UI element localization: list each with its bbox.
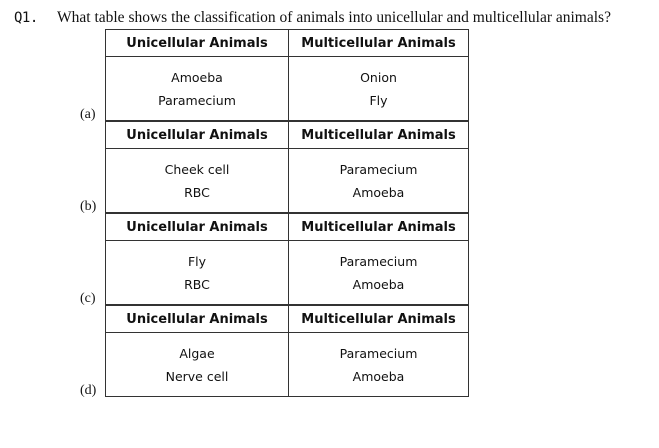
question-text: What table shows the classification of animals into unicellular and multicellular animals? bbox=[57, 9, 611, 26]
table-item: Fly bbox=[187, 253, 207, 269]
multicellular-cell bbox=[289, 149, 468, 212]
table-item: Algae bbox=[179, 345, 215, 361]
table-item: Amoeba bbox=[352, 276, 405, 292]
option-a-label[interactable]: (a) bbox=[80, 107, 96, 122]
table-item: Cheek cell bbox=[164, 161, 230, 177]
option-b-label[interactable]: (b) bbox=[80, 199, 97, 214]
header-unicellular: Unicellular Animals bbox=[106, 30, 289, 56]
header-multicellular: Multicellular Animals bbox=[301, 219, 456, 235]
table-item: Paramecium bbox=[339, 253, 418, 269]
table-item: Fly bbox=[369, 92, 388, 108]
multicellular-cell bbox=[289, 333, 468, 396]
table-item: RBC bbox=[184, 184, 210, 200]
table-item: Amoeba bbox=[352, 368, 405, 384]
table-item: Amoeba bbox=[171, 69, 223, 85]
unicellular-cell bbox=[106, 149, 289, 212]
unicellular-cell bbox=[106, 241, 289, 304]
table-item: RBC bbox=[184, 276, 210, 292]
option-b-table bbox=[105, 121, 469, 213]
header-unicellular: Unicellular Animals bbox=[106, 122, 289, 148]
option-a-table bbox=[105, 29, 469, 121]
option-c-label[interactable]: (c) bbox=[80, 291, 96, 306]
question-number: Q1. bbox=[14, 10, 38, 26]
header-multicellular: Multicellular Animals bbox=[301, 127, 456, 143]
table-item: Onion bbox=[360, 69, 397, 85]
header-unicellular: Unicellular Animals bbox=[106, 306, 289, 332]
header-multicellular: Multicellular Animals bbox=[301, 311, 456, 327]
header-unicellular: Unicellular Animals bbox=[106, 214, 289, 240]
multicellular-cell bbox=[289, 241, 468, 304]
table-item: Amoeba bbox=[352, 184, 405, 200]
unicellular-cell bbox=[106, 333, 289, 396]
option-c-table bbox=[105, 213, 469, 305]
table-item: Paramecium bbox=[339, 345, 418, 361]
option-d-label[interactable]: (d) bbox=[80, 383, 97, 398]
table-item: Nerve cell bbox=[165, 368, 229, 384]
unicellular-cell bbox=[106, 57, 289, 120]
table-item: Paramecium bbox=[339, 161, 418, 177]
table-item: Paramecium bbox=[158, 92, 236, 108]
option-d-table bbox=[105, 305, 469, 397]
multicellular-cell bbox=[289, 57, 468, 120]
header-multicellular: Multicellular Animals bbox=[301, 35, 456, 51]
